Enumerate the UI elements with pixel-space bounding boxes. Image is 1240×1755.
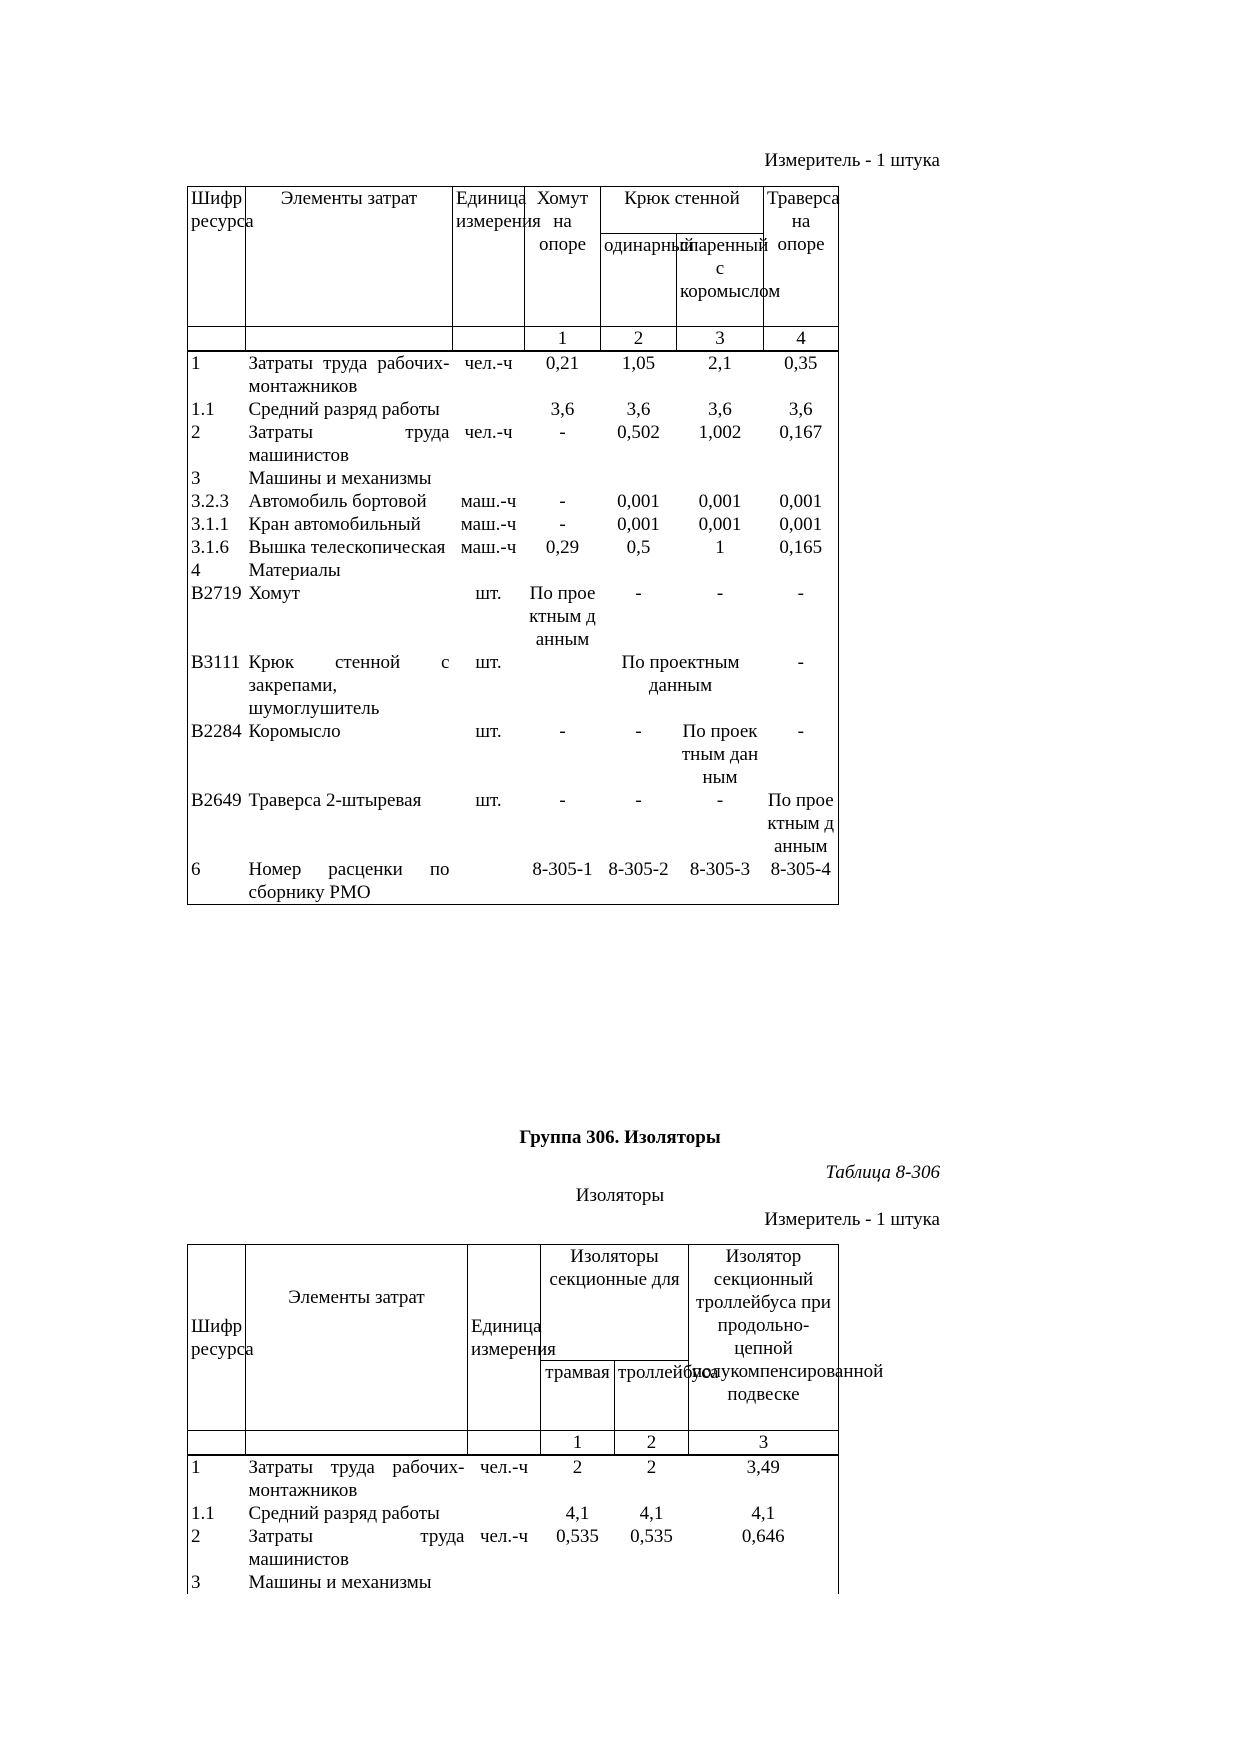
table-row: 3.1.1 Кран автомобильный маш.-ч - 0,001 0,001 0,001 xyxy=(188,513,839,536)
header-code: Шифр ресурса xyxy=(188,187,246,327)
table-row: 3 Машины и механизмы xyxy=(188,1571,839,1594)
col-number-1: 1 xyxy=(541,1431,615,1456)
header-trolley: троллейбуса xyxy=(615,1361,689,1431)
header-isolator: Изолятор секционный троллейбуса при продольно-цепной полукомпенсированной подвеске xyxy=(689,1245,839,1431)
header-clamp: Хомут на опоре xyxy=(525,187,601,327)
header-unit: Единица измерения xyxy=(468,1245,541,1431)
col-number-3: 3 xyxy=(689,1431,839,1456)
header-elements: Элементы затрат xyxy=(246,187,453,327)
col-number-2: 2 xyxy=(601,327,677,352)
header-single: одинарный xyxy=(601,234,677,327)
group-title: Группа 306. Изоляторы xyxy=(519,1127,721,1148)
table-row: 3.2.3 Автомобиль бортовой маш.-ч - 0,001 0,001 0,001 xyxy=(188,490,839,513)
table-row: В2719 Хомут шт. По проектным данным - - - xyxy=(188,582,839,651)
header-tram: трамвая xyxy=(541,1361,615,1431)
header-paired: спаренный с коромыслом xyxy=(677,234,764,327)
table-row: В3111 Крюк стенной с закрепами, шумоглушитель шт. По проектным данным - xyxy=(188,651,839,720)
table-label: Таблица 8-306 xyxy=(825,1162,940,1183)
table-row: 6 Номер расценки по сборнику РМО 8-305-1 8-305-2 8-305-3 8-305-4 xyxy=(188,858,839,905)
table-name: Изоляторы xyxy=(575,1185,665,1206)
table-row: 2 Затраты труда машинистов чел.-ч 0,535 0,535 0,646 xyxy=(188,1525,839,1571)
header-hook: Крюк стенной xyxy=(601,187,764,234)
table-row: 3.1.6 Вышка телескопическая маш.-ч 0,29 0,5 1 0,165 xyxy=(188,536,839,559)
measure-note-1: Измеритель - 1 штука xyxy=(764,150,940,171)
table-row: В2649 Траверса 2-штыревая шт. - - - По проектным данным xyxy=(188,789,839,858)
resource-table-8-306 xyxy=(187,1244,884,1594)
col-number-4: 4 xyxy=(764,327,839,352)
header-unit: Единица измерения xyxy=(453,187,525,327)
table-row: 1 Затраты труда рабочих-монтажников чел.-ч 2 2 3,49 xyxy=(188,1455,839,1502)
col-number-2: 2 xyxy=(615,1431,689,1456)
col-number-3: 3 xyxy=(677,327,764,352)
table-row: 1 Затраты труда рабочих-монтажников чел.-ч 0,21 1,05 2,1 0,35 xyxy=(188,351,839,398)
table-row: 3 Машины и механизмы xyxy=(188,467,839,490)
header-elements: Элементы затрат xyxy=(246,1245,468,1431)
measure-note-2: Измеритель - 1 штука xyxy=(764,1209,940,1230)
table-row: В2284 Коромысло шт. - - По проектным данным - xyxy=(188,720,839,789)
col-number-1: 1 xyxy=(525,327,601,352)
header-code: Шифр ресурса xyxy=(188,1245,246,1431)
header-sectional: Изоляторы секционные для xyxy=(541,1245,689,1361)
resource-table-8-305 xyxy=(187,186,839,905)
table-row: 1.1 Средний разряд работы 4,1 4,1 4,1 xyxy=(188,1502,839,1525)
header-traverse: Траверса на опоре xyxy=(764,187,839,327)
table-row: 2 Затраты труда машинистов чел.-ч - 0,502 1,002 0,167 xyxy=(188,421,839,467)
table-row: 4 Материалы xyxy=(188,559,839,582)
table-row: 1.1 Средний разряд работы 3,6 3,6 3,6 3,6 xyxy=(188,398,839,421)
